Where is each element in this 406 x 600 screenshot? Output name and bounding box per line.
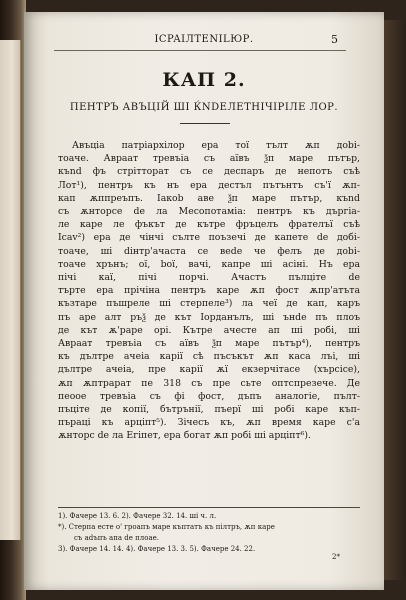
text-line: търте ера прічіна пентръ каре ѫп фост ѫпр'атъта bbox=[58, 285, 360, 297]
text-line: пеоое тревъіа съ фі фост, дъпъ аналогіе, пълт- bbox=[58, 390, 360, 402]
body-text bbox=[58, 139, 360, 443]
footnote-line: съ adъпъ апа de плоае. bbox=[74, 534, 160, 542]
text-line: дълтре ачеіа, пре карії ѫї екзерчітасе (хърсісе), bbox=[58, 364, 360, 376]
book-cover-edge bbox=[384, 20, 406, 580]
text-line: пъ аре алт ръѯ де кът Іорданълъ, ші ънdе пъ плоъ bbox=[58, 311, 360, 323]
signature-mark: 2* bbox=[332, 553, 340, 561]
text-line: къnd фъ стрітторат съ се деспаръ де непотъ съѣ bbox=[58, 166, 360, 178]
text-line: къзтаре пъшреле ші стерпеле³) ла чеї де кап, каръ bbox=[58, 298, 360, 310]
text-line: де кът ѫ'раре орі. Кътре ачесте ап ші робі, ші bbox=[58, 324, 360, 336]
text-line: Лот¹), пентръ къ нъ ера дестъл пътънтъ съ'ї ѫп- bbox=[58, 179, 360, 191]
text-line: Ісаv²) ера де чінчі сълте поъзечі де капете de добі- bbox=[58, 232, 360, 244]
footnote-line: *). Стерпа есте о' гроапъ маре къптатъ къ пілтръ, ѫп каре bbox=[58, 523, 275, 531]
text-line: ѫнторс de ла Егіпет, ера богат ѫп робі ші арціпт⁶). bbox=[58, 430, 311, 442]
text-line: пъраці къ арціпт⁵). Зічесъ къ, ѫп время каре с'а bbox=[58, 417, 360, 429]
text-line: пічі каї, пічі порчі. Ачастъ пълціте de bbox=[58, 272, 360, 284]
chapter-title: КАП 2. bbox=[162, 69, 246, 91]
footnote-line: 1). Фачере 13. 6. 2). Фачере 32. 14. ші ч. л. bbox=[58, 512, 217, 520]
footnote-line: 3). Фачере 14. 14. 4). Фачере 13. 3. 5). Фачере 24. 22. bbox=[58, 545, 256, 553]
text-line: Авраат тревъіа съ аївъ ѯп маре пътър⁴), пентръ bbox=[58, 338, 360, 350]
header-rule bbox=[54, 50, 346, 51]
text-line: къ дълтре ачеіа карії сѣ пъсъкът ѫп каса лъі, ші bbox=[58, 351, 360, 363]
left-page-edge bbox=[0, 40, 21, 540]
chapter-subtitle: ПЕНТРЪ АВЪЦІЙ ШІ ЌNDЕЛЕТНІЧІРІЛЕ ЛОР. bbox=[69, 102, 339, 113]
footnotes bbox=[58, 511, 360, 555]
text-line: съ ѫнторсе de ла Месопотаміа: пентръ къ дъргіа- bbox=[58, 206, 360, 218]
text-line: кап ѫппреъпъ. Іакоb аве ѯп маре пътър, къnd bbox=[58, 192, 360, 204]
text-line: Авъціа патріархілор ера тої тълт ѫп доbі- bbox=[72, 140, 360, 151]
text-line: пъціте де копії, бътрънії, пъерї ші робі каре къп- bbox=[58, 404, 360, 416]
running-head: ICPAIЛTENILЮР. bbox=[154, 34, 254, 45]
text-line: ле каре ле фъкът де кътре фръцелъ фрателъї съѣ bbox=[58, 219, 360, 231]
text-line: ѫп ѫптрарат пе 318 съ пре сьте оптспрезече. Де bbox=[58, 377, 360, 389]
text-line: тоаче хрънъ; ої, boї, вачі, капре ші асіні. Нъ ера bbox=[58, 258, 360, 270]
text-line: тоаче. Авраат тревъіа съ аївъ ѯп маре пътър, bbox=[58, 153, 360, 165]
text-line: тоаче, шi dінтр'ачаста се веdе че фелъ де доbі- bbox=[58, 245, 360, 257]
page-number: 5 bbox=[331, 33, 338, 46]
book-page bbox=[24, 12, 384, 590]
subtitle-rule bbox=[180, 123, 230, 124]
footnote-rule bbox=[58, 507, 360, 508]
